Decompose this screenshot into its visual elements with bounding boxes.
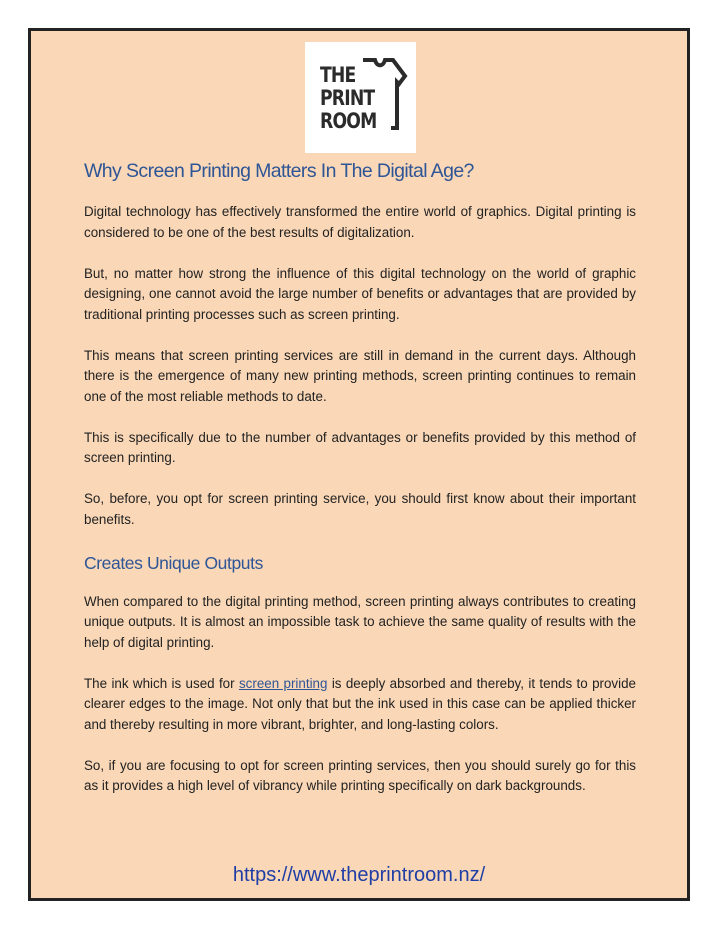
- section-heading: Creates Unique Outputs: [84, 552, 263, 573]
- paragraph: So, if you are focusing to opt for screen printing services, then you should surely go for this as it provides a high level of vibrancy while printing specifically on dark backgrounds.: [84, 757, 636, 793]
- screen-printing-link[interactable]: screen printing: [238, 675, 328, 691]
- logo-line-room: ROOM: [320, 109, 377, 133]
- logo-wordmark: [320, 64, 376, 133]
- paragraph-text: The ink which is used for: [84, 675, 239, 691]
- paragraph: Digital technology has effectively transformed the entire world of graphics. Digital printing is considered to be one of the best results of digitalization.: [84, 204, 636, 240]
- logo-line-print: PRINT: [320, 86, 375, 110]
- paragraph-text: is deeply absorbed and thereby, it tends to provide clearer edges to the image. Not only that but the ink used in this case can be applied thicker and thereby resulting in more vibrant, brighter, and long-lasting colors.: [84, 675, 636, 732]
- document-page: [28, 28, 690, 901]
- paragraph: This means that screen printing services are still in demand in the current days. Although there is the emergence of many new printing methods, screen printing continues to remain one of the most reliable methods to date.: [84, 347, 636, 404]
- paragraph: But, no matter how strong the influence of this digital technology on the world of graphic designing, one cannot avoid the large number of benefits or advantages that are provided by traditional printing processes such as screen printing.: [84, 265, 636, 322]
- paragraph-with-link: [84, 674, 636, 736]
- paragraph: When compared to the digital printing method, screen printing always contributes to creating unique outputs. It is almost an impossible task to achieve the same quality of results with the help of digital printing.: [84, 593, 636, 650]
- paragraph: This is specifically due to the number of advantages or benefits provided by this method of screen printing.: [84, 429, 636, 465]
- the-print-room-logo: [305, 42, 416, 153]
- footer-website-link[interactable]: https://www.theprintroom.nz/: [232, 864, 486, 886]
- logo-line-the: THE: [320, 63, 356, 87]
- article-body: [84, 153, 636, 817]
- article-title: Why Screen Printing Matters In The Digital Age?: [84, 160, 474, 182]
- paragraph: So, before, you opt for screen printing service, you should first know about their important benefits.: [84, 491, 636, 527]
